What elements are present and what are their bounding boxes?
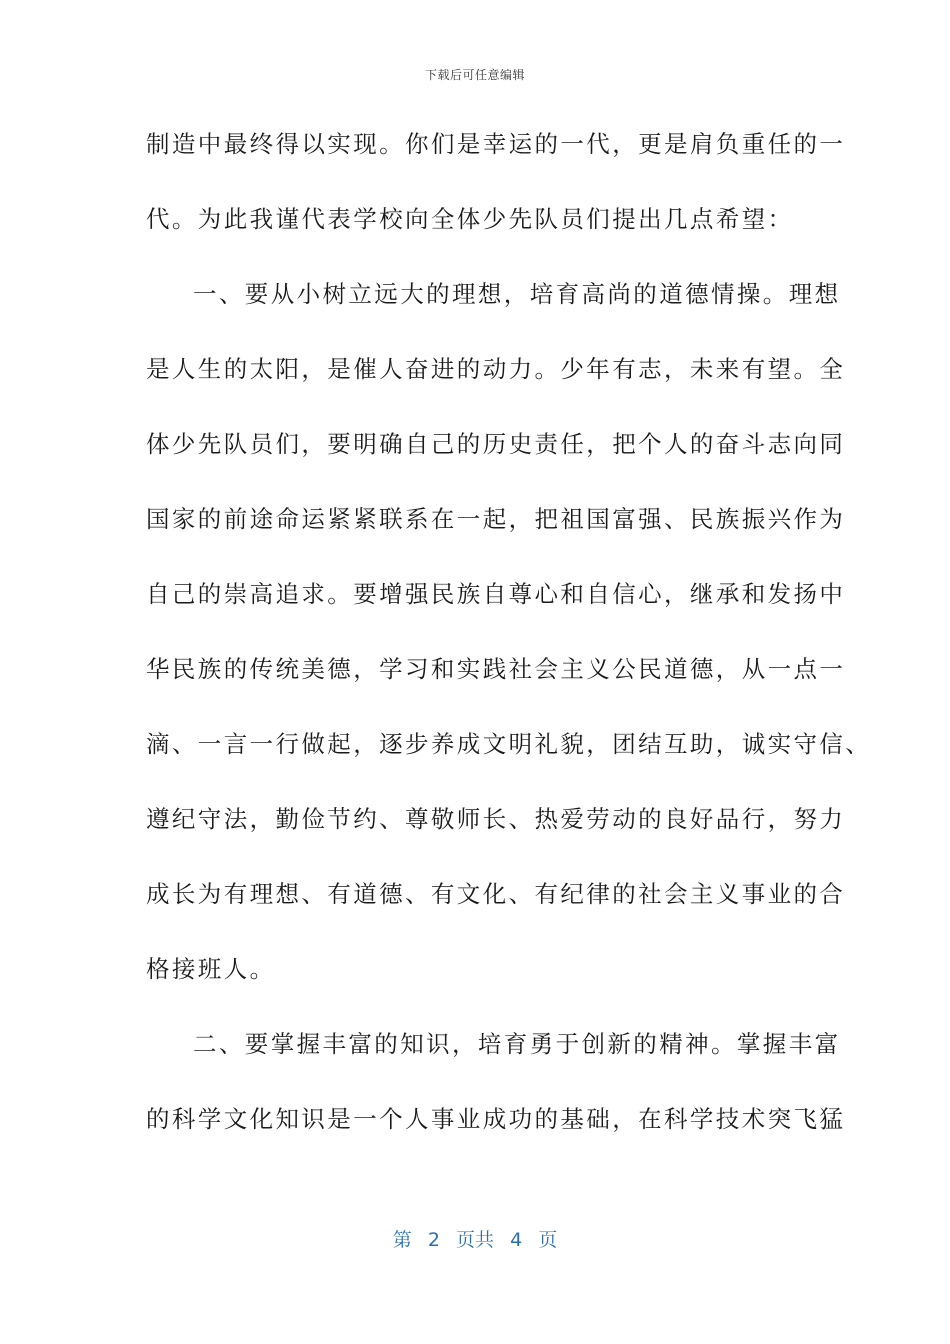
body-line: 华民族的传统美德，学习和实践社会主义公民道德，从一点一 — [146, 655, 846, 683]
body-line: 格接班人。 — [146, 955, 276, 983]
body-line: 成长为有理想、有道德、有文化、有纪律的社会主义事业的合 — [146, 880, 846, 908]
page-number-text: 第 2 页共 4 页 — [392, 1229, 558, 1251]
body-line: 遵纪守法，勤俭节约、尊敬师长、热爱劳动的良好品行，努力 — [146, 805, 846, 833]
paragraph-first-line: 二、要掌握丰富的知识，培育勇于创新的精神。掌握丰富 — [193, 1030, 841, 1058]
body-line: 滴、一言一行做起，逐步养成文明礼貌，团结互助，诚实守信、 — [146, 730, 872, 758]
body-line: 国家的前途命运紧紧联系在一起，把祖国富强、民族振兴作为 — [146, 505, 846, 533]
paragraph-first-line: 一、要从小树立远大的理想，培育高尚的道德情操。理想 — [193, 280, 841, 308]
body-line: 制造中最终得以实现。你们是幸运的一代，更是肩负重任的一 — [146, 130, 846, 158]
page-header: 下载后可任意编辑 — [424, 68, 525, 82]
body-line: 自己的崇高追求。要增强民族自尊心和自信心，继承和发扬中 — [146, 580, 846, 608]
body-line: 体少先队员们，要明确自己的历史责任，把个人的奋斗志向同 — [146, 430, 846, 458]
body-line: 代。为此我谨代表学校向全体少先队员们提出几点希望： — [146, 205, 794, 233]
page-number-footer — [0, 1225, 950, 1252]
document-body — [146, 124, 872, 1174]
body-line: 的科学文化知识是一个人事业成功的基础，在科学技术突飞猛 — [146, 1105, 846, 1133]
body-line: 是人生的太阳，是催人奋进的动力。少年有志，未来有望。全 — [146, 355, 846, 383]
